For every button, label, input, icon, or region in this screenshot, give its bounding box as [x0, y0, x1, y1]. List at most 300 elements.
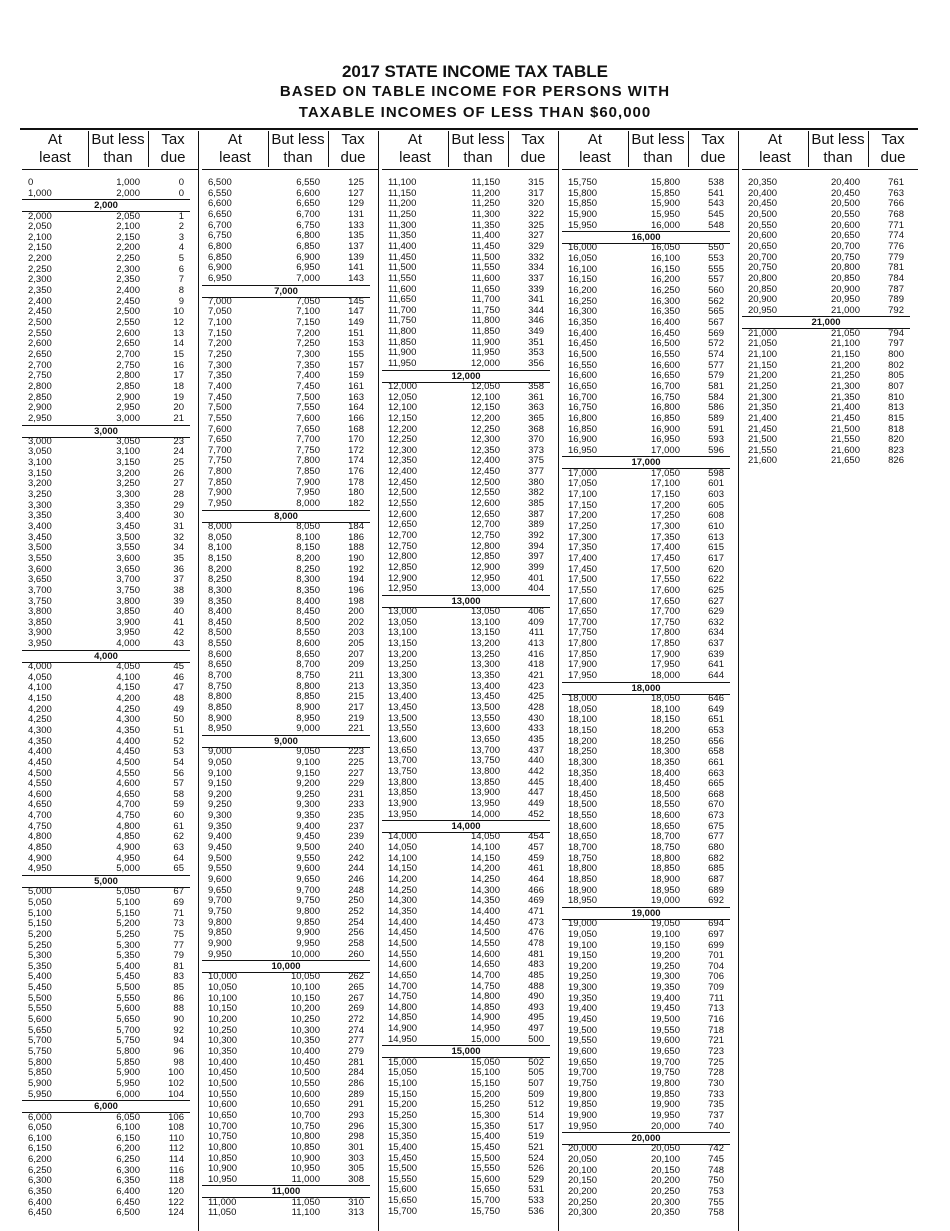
table-row [562, 522, 738, 532]
header-bottom-rule [382, 169, 558, 170]
tax-due-value: 394 [528, 540, 544, 552]
at-least-value: 9,550 [208, 863, 232, 875]
but-less-than-value: 4,800 [116, 820, 140, 832]
table-row [22, 909, 198, 919]
at-least-value: 17,650 [568, 606, 598, 618]
but-less-than-value: 4,250 [116, 703, 140, 715]
at-least-value: 18,400 [568, 778, 598, 790]
table-row [202, 586, 378, 596]
but-less-than-value: 2,850 [116, 380, 140, 392]
at-least-value: 5,900 [28, 1077, 52, 1089]
tax-due-value: 120 [168, 1186, 184, 1198]
tax-due-value: 262 [348, 971, 364, 983]
but-less-than-value: 6,150 [116, 1132, 140, 1144]
table-row [202, 886, 378, 896]
table-row [22, 297, 198, 307]
but-less-than-value: 12,600 [470, 498, 500, 510]
table-row [22, 1187, 198, 1197]
tax-due-value: 182 [348, 498, 364, 510]
table-row [202, 522, 378, 532]
table-row [382, 671, 558, 681]
but-less-than-value: 16,400 [650, 317, 680, 329]
tax-due-value: 605 [708, 499, 724, 511]
at-least-value: 9,350 [208, 820, 232, 832]
but-less-than-value: 18,150 [650, 714, 680, 726]
table-row [202, 456, 378, 466]
table-row [562, 350, 738, 360]
but-less-than-value: 16,500 [650, 338, 680, 350]
but-less-than-value: 12,000 [470, 358, 500, 370]
at-least-value: 4,800 [28, 831, 52, 843]
but-less-than-value: 18,250 [650, 735, 680, 747]
table-row [202, 714, 378, 724]
but-less-than-value: 5,550 [116, 992, 140, 1004]
at-least-value: 4,850 [28, 842, 52, 854]
but-less-than-value: 19,950 [650, 1109, 680, 1121]
header-tax-due-line2: due [700, 149, 726, 166]
tax-due-value: 766 [888, 198, 904, 210]
table-row [562, 972, 738, 982]
table-row [382, 618, 558, 628]
at-least-value: 13,950 [388, 808, 418, 820]
table-row [22, 243, 198, 253]
but-less-than-value: 18,750 [650, 842, 680, 854]
header-but-less-than [628, 131, 688, 169]
at-least-value: 16,700 [568, 391, 598, 403]
at-least-value: 15,650 [388, 1195, 418, 1207]
tax-due-value: 787 [888, 283, 904, 295]
tax-due-value: 800 [888, 348, 904, 360]
table-row [382, 918, 558, 928]
tax-due-value: 711 [708, 992, 724, 1004]
but-less-than-value: 2,050 [116, 210, 140, 222]
at-least-value: 10,100 [208, 992, 238, 1004]
but-less-than-value: 7,850 [296, 466, 320, 478]
table-row [202, 263, 378, 273]
tax-due-value: 653 [708, 724, 724, 736]
tax-due-value: 47 [173, 682, 184, 694]
table-row [202, 533, 378, 543]
but-less-than-value: 9,050 [296, 746, 320, 758]
table-row [22, 361, 198, 371]
table-row [382, 338, 558, 348]
but-less-than-value: 5,800 [116, 1046, 140, 1058]
but-less-than-value: 13,050 [470, 606, 500, 618]
table-row [22, 1004, 198, 1014]
table-row [202, 1036, 378, 1046]
table-row [22, 618, 198, 628]
table-row [742, 242, 918, 252]
but-less-than-value: 6,750 [296, 219, 320, 231]
at-least-value: 11,550 [388, 272, 417, 284]
table-row [562, 919, 738, 929]
at-least-value: 18,450 [568, 788, 598, 800]
tax-due-value: 37 [173, 574, 184, 586]
but-less-than-value: 10,050 [290, 971, 320, 983]
but-less-than-value: 10,800 [290, 1131, 320, 1143]
tax-due-value: 67 [173, 886, 184, 898]
at-least-value: 4,500 [28, 767, 52, 779]
at-least-value: 11,850 [388, 336, 417, 348]
table-row [562, 243, 738, 253]
table-row [22, 554, 198, 564]
at-least-value: 2,550 [28, 327, 52, 339]
table-row [562, 832, 738, 842]
table-row [202, 907, 378, 917]
but-less-than-value: 8,700 [296, 659, 320, 671]
at-least-value: 21,200 [748, 370, 778, 382]
tax-due-value: 598 [708, 467, 724, 479]
but-less-than-value: 20,550 [830, 208, 860, 220]
tax-due-value: 737 [708, 1109, 724, 1121]
table-row [202, 210, 378, 220]
tax-due-value: 615 [708, 542, 724, 554]
tax-due-value: 124 [168, 1207, 184, 1219]
header-divider [508, 131, 509, 167]
but-less-than-value: 5,850 [116, 1056, 140, 1068]
at-least-value: 14,950 [388, 1033, 418, 1045]
table-row [382, 316, 558, 326]
at-least-value: 6,400 [28, 1196, 52, 1208]
but-less-than-value: 18,000 [650, 670, 680, 682]
tax-due-value: 385 [528, 498, 544, 510]
at-least-value: 3,850 [28, 616, 52, 628]
but-less-than-value: 4,150 [116, 682, 140, 694]
header-divider [88, 131, 89, 167]
tax-due-value: 198 [348, 595, 364, 607]
tax-due-value: 235 [348, 810, 364, 822]
but-less-than-value: 7,550 [296, 402, 320, 414]
header-at-least [382, 131, 448, 169]
but-less-than-value: 18,950 [650, 884, 680, 896]
tax-due-value: 223 [348, 746, 364, 758]
but-less-than-value: 10,100 [290, 982, 320, 994]
table-row [202, 843, 378, 853]
tax-due-value: 325 [528, 219, 544, 231]
table-row [742, 231, 918, 241]
header-but-less-than [808, 131, 868, 169]
but-less-than-value: 13,900 [470, 787, 500, 799]
but-less-than-value: 6,000 [116, 1088, 140, 1100]
at-least-value: 20,200 [568, 1186, 598, 1198]
but-less-than-value: 6,450 [116, 1196, 140, 1208]
at-least-value: 8,400 [208, 606, 232, 618]
tax-due-value: 761 [888, 177, 904, 188]
but-less-than-value: 8,500 [296, 616, 320, 628]
tax-due-value: 526 [528, 1163, 544, 1175]
tax-due-value: 137 [348, 240, 364, 252]
at-least-value: 16,150 [568, 274, 598, 286]
tax-due-value: 353 [528, 347, 544, 359]
at-least-value: 9,800 [208, 916, 232, 928]
at-least-value: 18,500 [568, 799, 598, 811]
at-least-value: 9,700 [208, 895, 232, 907]
table-row [742, 199, 918, 209]
at-least-value: 12,400 [388, 466, 418, 478]
but-less-than-value: 15,400 [470, 1131, 500, 1143]
at-least-value: 12,500 [388, 487, 418, 499]
at-least-value: 10,000 [208, 971, 238, 983]
but-less-than-value: 4,100 [116, 671, 140, 683]
at-least-value: 20,400 [748, 187, 778, 199]
band-heading: 21,000 [742, 316, 910, 329]
at-least-value: 19,650 [568, 1056, 598, 1068]
at-least-value: 7,550 [208, 412, 232, 424]
at-least-value: 15,800 [568, 187, 598, 199]
tax-due-value: 320 [528, 198, 544, 210]
but-less-than-value: 7,900 [296, 476, 320, 488]
but-less-than-value: 16,950 [650, 434, 680, 446]
at-least-value: 16,850 [568, 423, 598, 435]
tax-due-value: 555 [708, 263, 724, 275]
but-less-than-value: 8,950 [296, 712, 320, 724]
at-least-value: 5,250 [28, 939, 52, 951]
header-but-less-than-line2: than [103, 149, 133, 166]
at-least-value: 15,550 [388, 1173, 418, 1185]
table-row [22, 843, 198, 853]
but-less-than-value: 20,150 [650, 1164, 680, 1176]
at-least-value: 20,150 [568, 1175, 598, 1187]
tax-due-value: 298 [348, 1131, 364, 1143]
table-row [382, 488, 558, 498]
at-least-value: 20,000 [568, 1143, 598, 1155]
tax-due-value: 6 [178, 263, 184, 275]
but-less-than-value: 5,450 [116, 971, 140, 983]
table-row [562, 941, 738, 951]
header-rule [20, 128, 918, 130]
tax-due-value: 753 [708, 1186, 724, 1198]
tax-due-value: 497 [528, 1023, 544, 1035]
table-row [22, 1058, 198, 1068]
at-least-value: 10,650 [208, 1109, 238, 1121]
at-least-value: 3,250 [28, 489, 52, 501]
at-least-value: 0 [28, 177, 34, 188]
table-row [202, 618, 378, 628]
at-least-value: 14,700 [388, 980, 418, 992]
at-least-value: 11,300 [388, 219, 417, 231]
at-least-value: 14,450 [388, 927, 418, 939]
header-but-less-than [268, 131, 328, 169]
at-least-value: 18,050 [568, 703, 598, 715]
tax-due-value: 591 [708, 423, 724, 435]
table-row [202, 575, 378, 585]
tax-due-value: 256 [348, 927, 364, 939]
tax-due-value: 692 [708, 895, 724, 907]
table-row [22, 586, 198, 596]
at-least-value: 17,950 [568, 670, 598, 682]
at-least-value: 2,150 [28, 242, 52, 254]
but-less-than-value: 3,200 [116, 467, 140, 479]
at-least-value: 7,150 [208, 327, 232, 339]
at-least-value: 15,100 [388, 1077, 418, 1089]
tax-due-value: 293 [348, 1109, 364, 1121]
tax-due-value: 815 [888, 412, 904, 424]
table-row [742, 382, 918, 392]
but-less-than-value: 19,700 [650, 1056, 680, 1068]
table-row [562, 715, 738, 725]
tax-due-value: 404 [528, 583, 544, 595]
but-less-than-value: 11,650 [471, 283, 500, 295]
at-least-value: 17,350 [568, 542, 598, 554]
table-row [382, 778, 558, 788]
but-less-than-value: 13,700 [470, 744, 500, 756]
tax-due-value: 820 [888, 434, 904, 446]
table-row [562, 1090, 738, 1100]
at-least-value: 15,300 [388, 1120, 418, 1132]
table-row [382, 552, 558, 562]
tax-due-value: 763 [888, 187, 904, 199]
at-least-value: 8,150 [208, 552, 232, 564]
at-least-value: 8,950 [208, 723, 232, 735]
tax-due-value: 457 [528, 842, 544, 854]
at-least-value: 7,100 [208, 317, 232, 329]
table-row [382, 178, 558, 188]
table-row [202, 811, 378, 821]
table-row [382, 1058, 558, 1068]
at-least-value: 14,050 [388, 842, 418, 854]
header-but-less-than [448, 131, 508, 169]
tax-due-value: 317 [528, 187, 544, 199]
but-less-than-value: 15,450 [470, 1141, 500, 1153]
but-less-than-value: 19,450 [650, 1003, 680, 1015]
but-less-than-value: 4,350 [116, 724, 140, 736]
table-row [382, 1013, 558, 1023]
at-least-value: 21,600 [748, 455, 778, 467]
but-less-than-value: 19,850 [650, 1088, 680, 1100]
at-least-value: 12,250 [388, 434, 418, 446]
table-row [562, 543, 738, 553]
table-row [562, 597, 738, 607]
tax-due-value: 296 [348, 1120, 364, 1132]
but-less-than-value: 6,200 [116, 1143, 140, 1155]
tax-due-value: 81 [173, 960, 184, 972]
table-row [202, 1068, 378, 1078]
at-least-value: 17,150 [568, 499, 598, 511]
but-less-than-value: 19,000 [650, 895, 680, 907]
at-least-value: 12,100 [388, 402, 418, 414]
but-less-than-value: 14,900 [470, 1012, 500, 1024]
but-less-than-value: 20,400 [830, 177, 860, 188]
at-least-value: 3,300 [28, 499, 52, 511]
header-tax-due-line2: due [340, 149, 366, 166]
tax-due-value: 505 [528, 1067, 544, 1079]
tax-due-value: 401 [528, 572, 544, 584]
header-but-less-than [88, 131, 148, 169]
tax-due-value: 27 [173, 478, 184, 490]
at-least-value: 15,350 [388, 1131, 418, 1143]
tax-due-value: 389 [528, 519, 544, 531]
at-least-value: 21,150 [748, 359, 778, 371]
at-least-value: 18,700 [568, 842, 598, 854]
tax-due-value: 723 [708, 1046, 724, 1058]
tax-due-value: 718 [708, 1024, 724, 1036]
header-tax-due-line2: due [520, 149, 546, 166]
tax-due-value: 351 [528, 336, 544, 348]
table-row [22, 769, 198, 779]
but-less-than-value: 12,250 [470, 423, 500, 435]
table-row [202, 1004, 378, 1014]
but-less-than-value: 13,300 [470, 659, 500, 671]
table-row [562, 779, 738, 789]
but-less-than-value: 10,300 [290, 1024, 320, 1036]
at-least-value: 7,450 [208, 391, 232, 403]
but-less-than-value: 8,250 [296, 563, 320, 575]
tax-due-value: 665 [708, 778, 724, 790]
tax-due-value: 363 [528, 402, 544, 414]
at-least-value: 8,000 [208, 520, 232, 532]
at-least-value: 17,500 [568, 574, 598, 586]
but-less-than-value: 11,550 [471, 262, 500, 274]
but-less-than-value: 3,300 [116, 489, 140, 501]
at-least-value: 10,700 [208, 1120, 238, 1132]
tax-due-value: 730 [708, 1077, 724, 1089]
tax-due-value: 670 [708, 799, 724, 811]
table-row [562, 811, 738, 821]
table-row [562, 1004, 738, 1014]
at-least-value: 20,050 [568, 1154, 598, 1166]
table-row [22, 511, 198, 521]
table-row [562, 565, 738, 575]
at-least-value: 7,500 [208, 402, 232, 414]
but-less-than-value: 21,200 [830, 359, 860, 371]
but-less-than-value: 15,350 [470, 1120, 500, 1132]
tax-due-value: 170 [348, 434, 364, 446]
tax-due-value: 100 [168, 1067, 184, 1079]
but-less-than-value: 4,200 [116, 692, 140, 704]
at-least-value: 11,750 [388, 315, 417, 327]
table-row [742, 339, 918, 349]
but-less-than-value: 19,300 [650, 971, 680, 983]
tax-due-value: 36 [173, 563, 184, 575]
but-less-than-value: 7,000 [296, 272, 320, 284]
table-row [22, 329, 198, 339]
tax-due-value: 531 [528, 1184, 544, 1196]
at-least-value: 9,100 [208, 767, 232, 779]
at-least-value: 19,200 [568, 960, 598, 972]
table-row [22, 178, 198, 188]
at-least-value: 19,500 [568, 1024, 598, 1036]
table-row [22, 233, 198, 243]
but-less-than-value: 11,800 [471, 315, 500, 327]
at-least-value: 9,200 [208, 788, 232, 800]
at-least-value: 15,850 [568, 198, 598, 210]
table-row [382, 274, 558, 284]
tax-due-value: 716 [708, 1014, 724, 1026]
but-less-than-value: 21,500 [830, 423, 860, 435]
at-least-value: 20,250 [568, 1196, 598, 1208]
tax-due-value: 21 [173, 412, 184, 424]
but-less-than-value: 21,600 [830, 444, 860, 456]
tax-due-value: 327 [528, 230, 544, 242]
at-least-value: 12,800 [388, 551, 418, 563]
but-less-than-value: 3,750 [116, 584, 140, 596]
but-less-than-value: 18,400 [650, 767, 680, 779]
at-least-value: 6,300 [28, 1175, 52, 1187]
at-least-value: 8,050 [208, 531, 232, 543]
but-less-than-value: 11,600 [471, 272, 500, 284]
but-less-than-value: 18,800 [650, 852, 680, 864]
tax-due-value: 382 [528, 487, 544, 499]
header-tax-due-line1: Tax [701, 131, 725, 148]
table-row [22, 1047, 198, 1057]
but-less-than-value: 3,600 [116, 552, 140, 564]
tax-due-value: 569 [708, 327, 724, 339]
but-less-than-value: 2,450 [116, 295, 140, 307]
tax-due-value: 118 [168, 1175, 184, 1187]
tax-due-value: 237 [348, 820, 364, 832]
table-row [742, 178, 918, 188]
table-row [22, 458, 198, 468]
